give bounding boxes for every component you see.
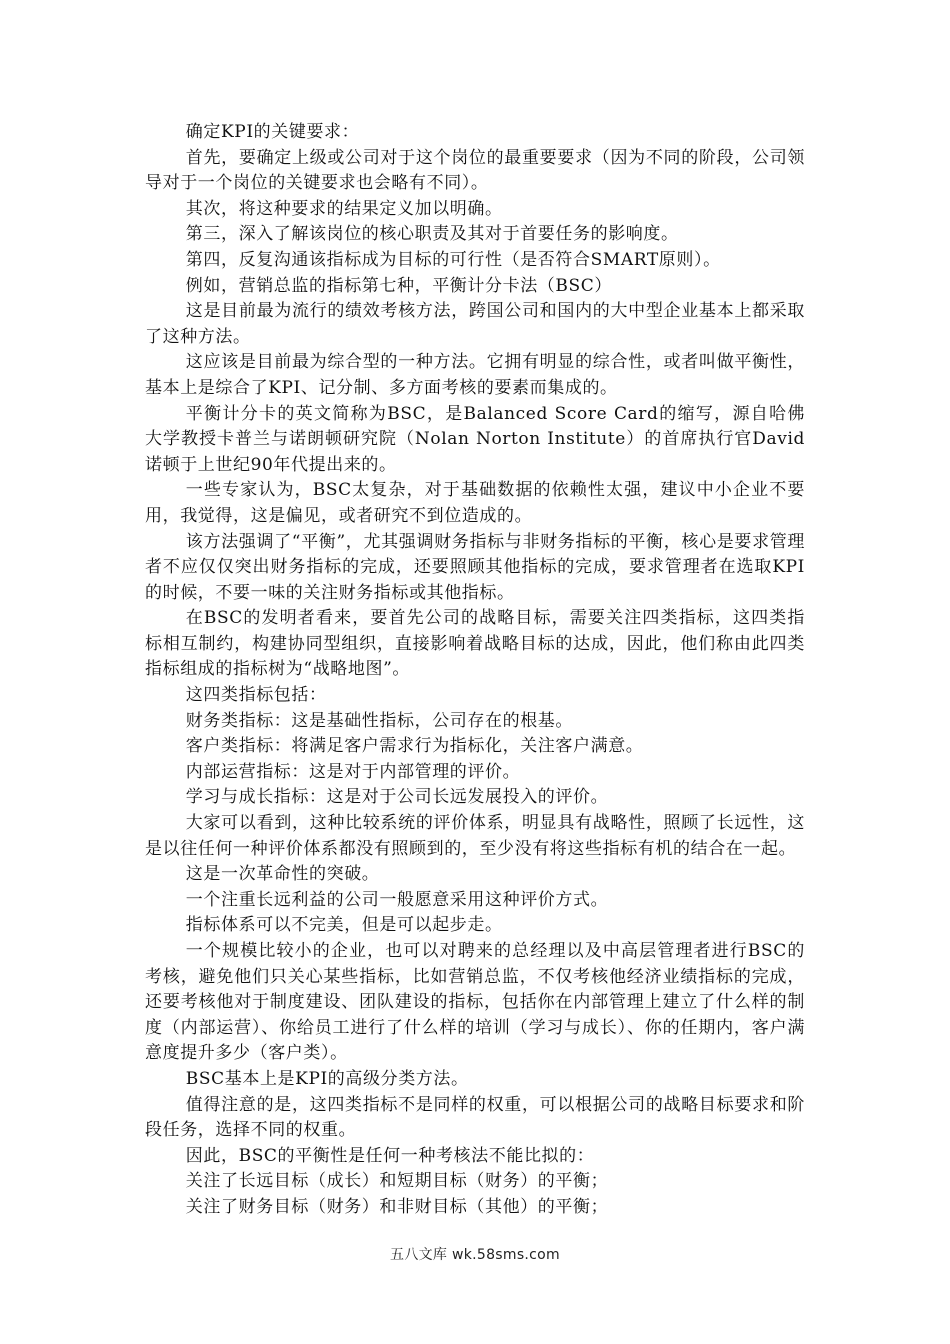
- paragraph: 一些专家认为，BSC太复杂，对于基础数据的依赖性太强，建议中小企业不要用，我觉得，这是偏见，或者研究不到位造成的。: [145, 480, 805, 526]
- paragraph: BSC基本上是KPI的高级分类方法。: [185, 1068, 469, 1089]
- paragraph: 第三，深入了解该岗位的核心职责及其对于首要任务的影响度。: [185, 224, 679, 245]
- paragraph: 大家可以看到，这种比较系统的评价体系，明显具有战略性，照顾了长远性，这是以往任何一种评价体系都没有照顾到的，至少没有将这些指标有机的结合在一起。: [145, 813, 805, 859]
- paragraph: 财务类指标：这是基础性指标，公司存在的根基。: [185, 710, 573, 731]
- paragraph: 这是目前最为流行的绩效考核方法，跨国公司和国内的大中型企业基本上都采取了这种方法。: [145, 301, 805, 347]
- paragraph: 一个注重长远利益的公司一般愿意采用这种评价方式。: [185, 889, 609, 910]
- paragraph: 第四，反复沟通该指标成为目标的可行性（是否符合SMART原则）。: [185, 249, 721, 270]
- paragraph: 这是一次革命性的突破。: [185, 864, 380, 885]
- paragraph: 平衡计分卡的英文简称为BSC，是Balanced Score Card的缩写，源自哈佛大学教授卡普兰与诺朗顿研究院（Nolan Norton Institute）的首席执行官David诺顿于上世纪90年代提出来的。: [145, 403, 805, 475]
- paragraph: 指标体系可以不完美，但是可以起步走。: [185, 915, 503, 936]
- paragraph: 该方法强调了“平衡”，尤其强调财务指标与非财务指标的平衡，核心是要求管理者不应仅仅突出财务指标的完成，还要照顾其他指标的完成，要求管理者在选取KPI的时候，不要一味的关注财务指标或其他指标。: [145, 531, 805, 603]
- paragraph: 一个规模比较小的企业，也可以对聘来的总经理以及中高层管理者进行BSC的考核，避免他们只关心某些指标，比如营销总监，不仅考核他经济业绩指标的完成，还要考核他对于制度建设、团队建设的指标，包括你在内部管理上建立了什么样的制度（内部运营）、你给员工进行了什么样的培训（学习与成长）、你的任期内，客户满意度提升多少（客户类）。: [145, 941, 805, 1064]
- page-footer: 五八文库 wk.58sms.com: [390, 1247, 560, 1263]
- paragraph: 关注了长远目标（成长）和短期目标（财务）的平衡；: [185, 1171, 609, 1192]
- paragraph: 这四类指标包括：: [185, 685, 327, 706]
- paragraph: 在BSC的发明者看来，要首先公司的战略目标，需要关注四类指标，这四类指标相互制约，构建协同型组织，直接影响着战略目标的达成，因此，他们称由此四类指标组成的指标树为“战略地图”。: [145, 608, 805, 680]
- paragraph: 客户类指标：将满足客户需求行为指标化，关注客户满意。: [185, 736, 644, 757]
- paragraph: 例如，营销总监的指标第七种，平衡计分卡法（BSC）: [185, 275, 612, 296]
- paragraph: 内部运营指标：这是对于内部管理的评价。: [185, 761, 521, 782]
- document-body: [145, 120, 805, 1221]
- paragraph: 这应该是目前最为综合型的一种方法。它拥有明显的综合性，或者叫做平衡性，基本上是综合了KPI、记分制、多方面考核的要素而集成的。: [145, 352, 805, 398]
- paragraph: 因此，BSC的平衡性是任何一种考核法不能比拟的：: [185, 1145, 595, 1166]
- paragraph: 值得注意的是，这四类指标不是同样的权重，可以根据公司的战略目标要求和阶段任务，选择不同的权重。: [145, 1094, 805, 1141]
- paragraph: 关注了财务目标（财务）和非财目标（其他）的平衡；: [185, 1196, 609, 1217]
- paragraph: 学习与成长指标：这是对于公司长远发展投入的评价。: [185, 787, 609, 808]
- paragraph: 其次，将这种要求的结果定义加以明确。: [185, 198, 503, 219]
- paragraph: 首先，要确定上级或公司对于这个岗位的最重要要求（因为不同的阶段，公司领导对于一个岗位的关键要求也会略有不同）。: [145, 147, 805, 194]
- paragraph: 确定KPI的关键要求：: [185, 122, 360, 142]
